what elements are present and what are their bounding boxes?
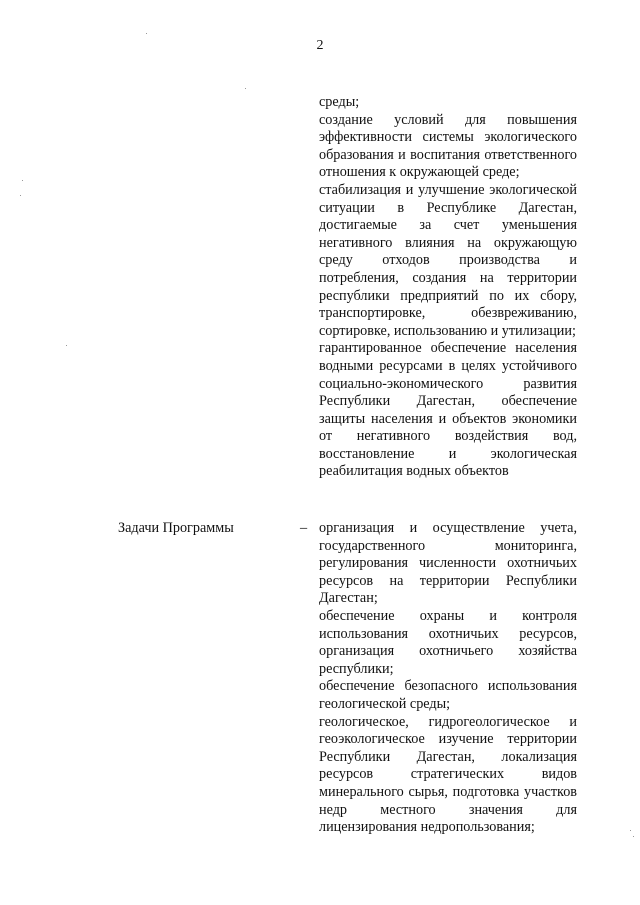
tasks-item: организация и осуществление учета, государственного мониторинга, регулирования численности охотничьих ресурсов на территории Республики Дагестан; (319, 520, 577, 607)
goals-item: среды; (319, 94, 360, 110)
goals-item: создание условий для повышения эффективности системы экологического образования и воспитания ответственного отношения к окружающей среде; (319, 111, 577, 181)
page-number: 2 (316, 38, 324, 53)
tasks-item: обеспечение безопасного использования геологической среды; (319, 678, 577, 712)
scan-speck (20, 195, 21, 196)
scan-speck (630, 830, 631, 831)
tasks-item: обеспечение охраны и контроля использования охотничьих ресурсов, организация охотничьего хозяйства республики; (319, 607, 577, 677)
tasks-item: геологическое, гидрогеологическое и геоэкологическое изучение территории Республики Дагестан, локализация ресурсов стратегических видов минерального сырья, подготовка участков недр местного значения для лицензирования недропользования; (319, 713, 577, 836)
goals-item: стабилизация и улучшение экологической ситуации в Республике Дагестан, достигаемые за счет уменьшения негативного влияния на окружающую среду отходов производства и потребления, создания на территории республики предприятий по их сбору, транспортировке, обезвреживанию, сортировке, использованию и утилизации; (319, 181, 577, 339)
scan-speck (66, 345, 67, 346)
tasks-label: Задачи Программы (118, 520, 234, 536)
scan-speck (245, 88, 246, 89)
scan-speck (633, 836, 634, 837)
goals-item: гарантированное обеспечение населения водными ресурсами в целях устойчивого социально-экономического развития Республики Дагестан, обеспечение защиты населения и объектов экономики от негативного воздействия вод, восстановление и экологическая реабилитация водных объектов (319, 340, 577, 480)
scan-speck (146, 33, 147, 34)
tasks-list (319, 520, 577, 837)
scan-speck (22, 180, 23, 181)
tasks-dash: – (300, 520, 308, 536)
goals-continuation (319, 94, 577, 481)
